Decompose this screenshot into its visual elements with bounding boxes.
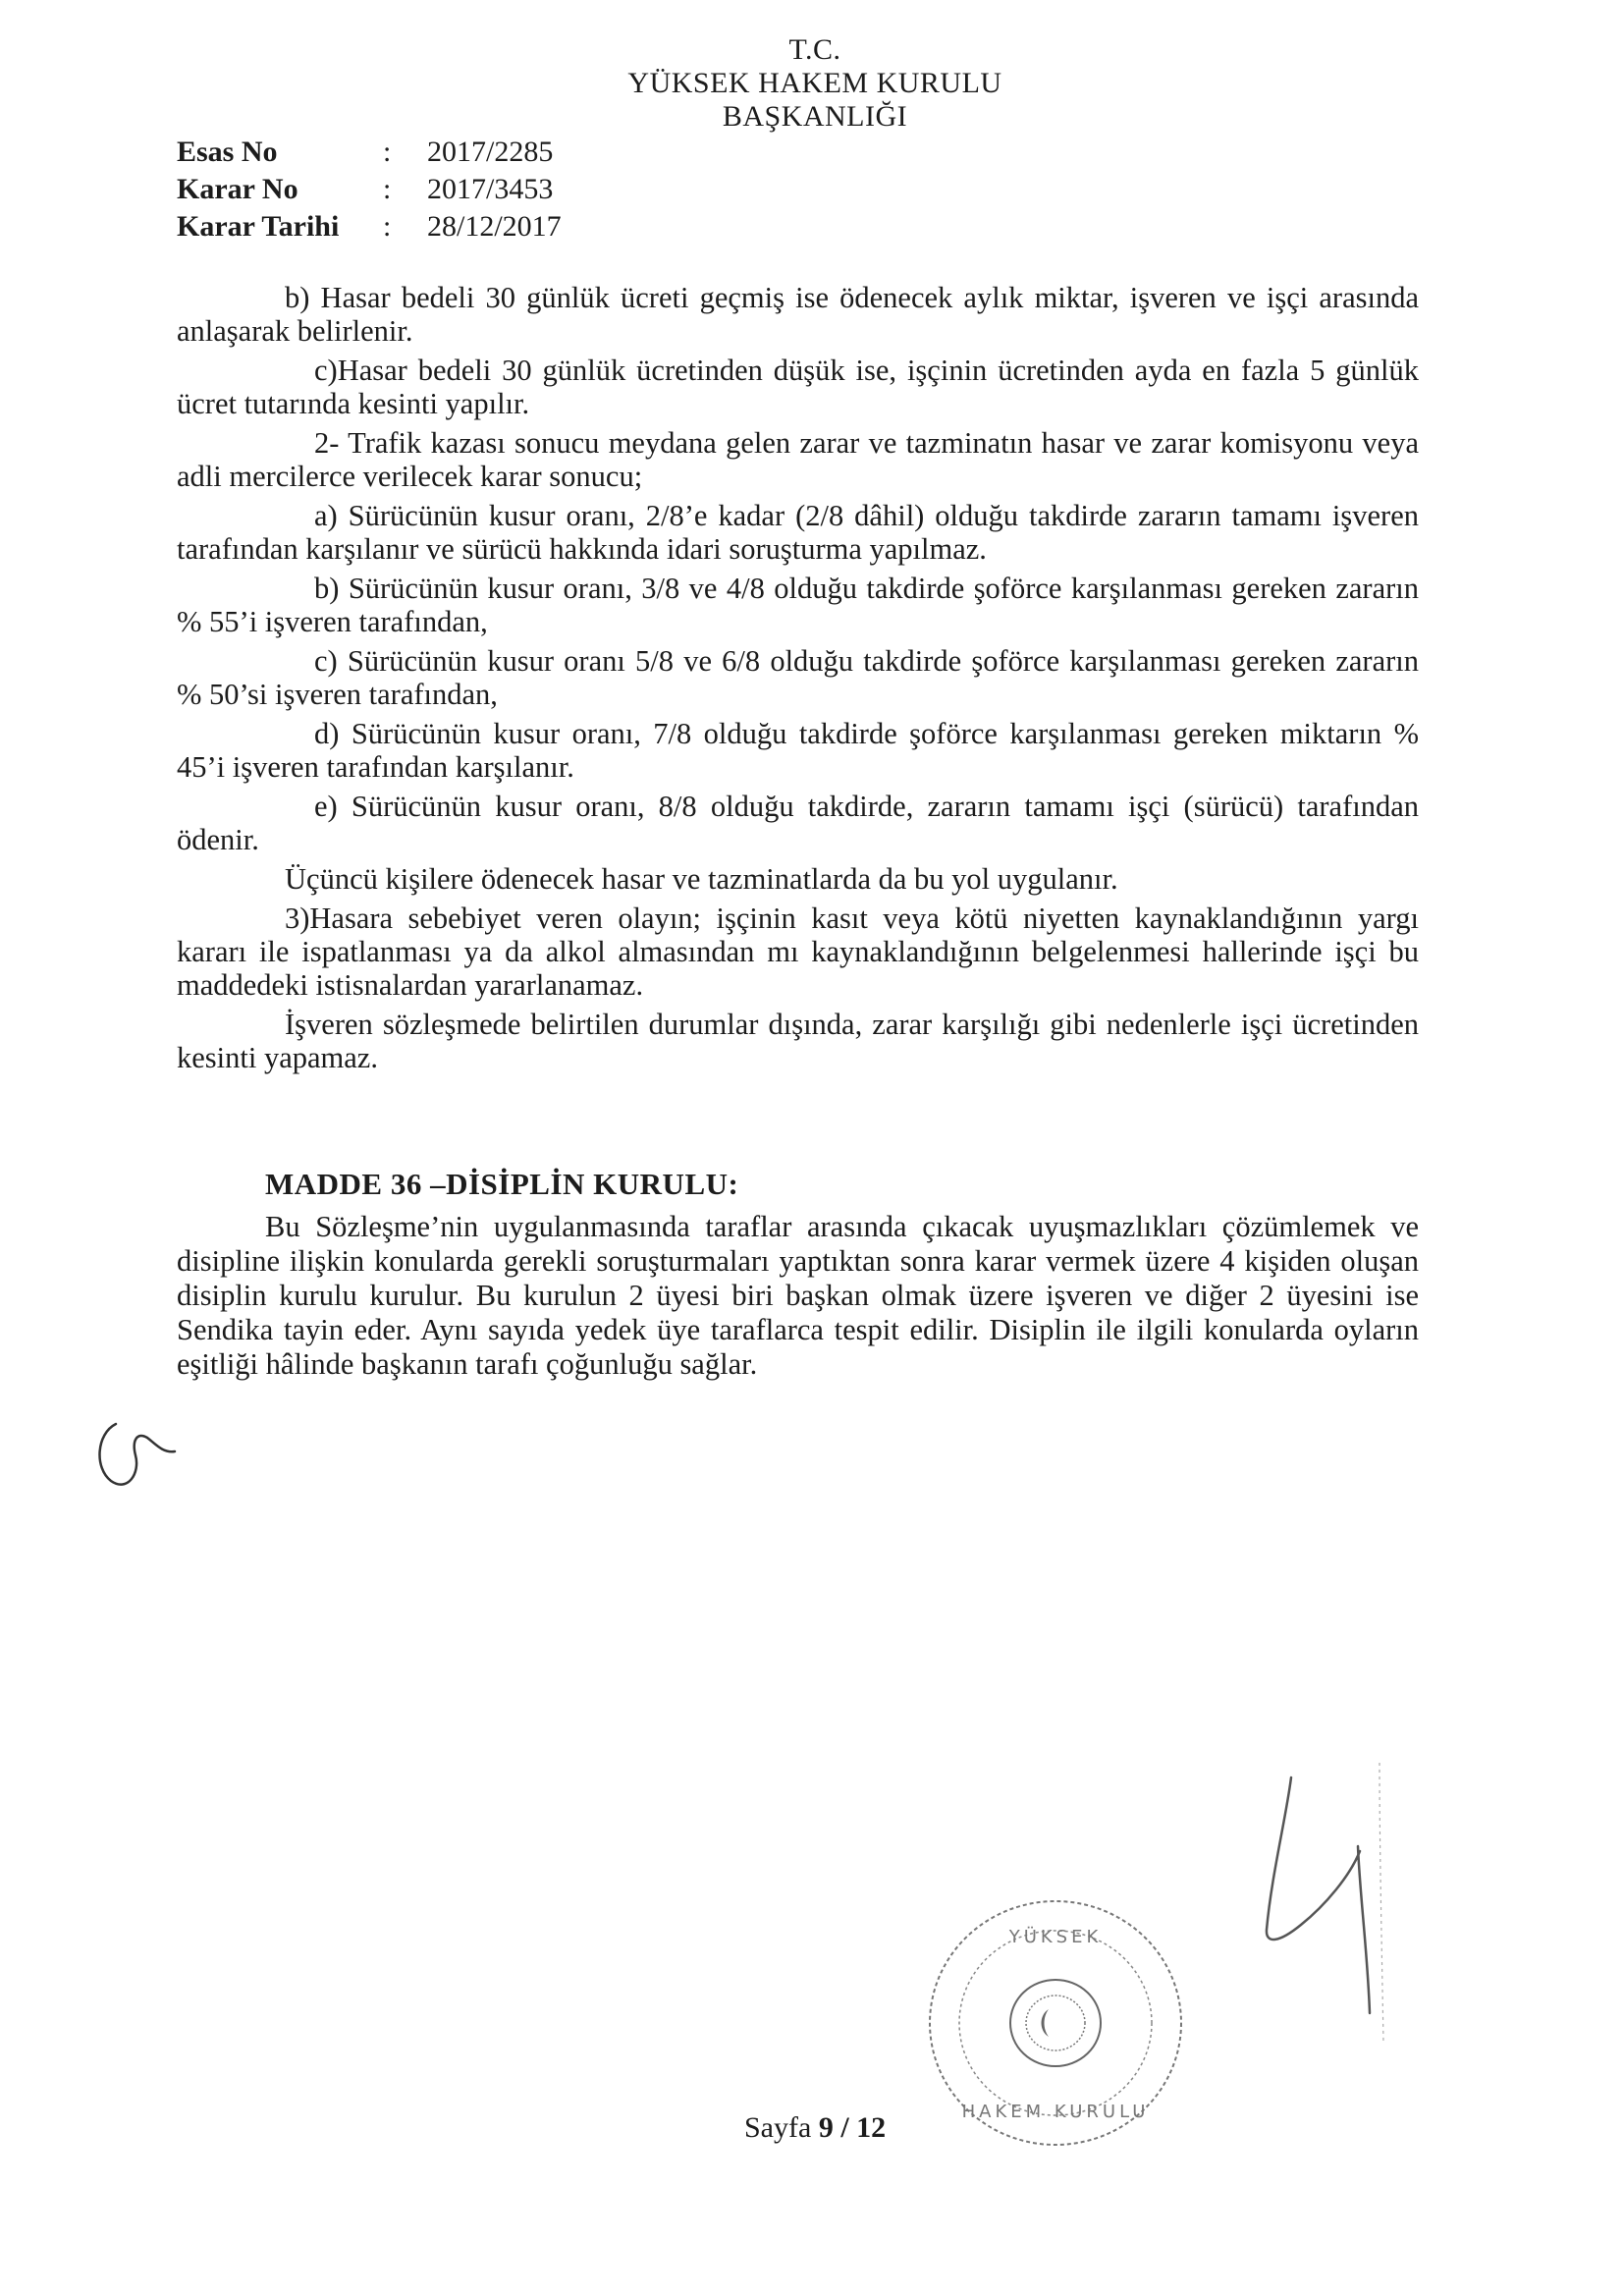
handwritten-mark-icon xyxy=(77,1394,194,1512)
official-stamp-icon xyxy=(913,1886,1198,2160)
page-number: 9 / 12 xyxy=(818,2111,887,2144)
madde-title: MADDE 36 –DİSİPLİN KURULU: xyxy=(265,1167,739,1201)
header-line-office: BAŞKANLIĞI xyxy=(722,100,908,133)
tarih-row xyxy=(177,208,562,246)
esas-separator: : xyxy=(383,136,392,168)
paragraph: d) Sürücünün kusur oranı, 7/8 olduğu takdirde şoförce karşılanması gereken miktarın % 45’i işveren tarafından karşılanır. xyxy=(177,717,1419,784)
tarih-value: 28/12/2017 xyxy=(427,210,562,243)
paragraph: 3)Hasara sebebiyet veren olayın; işçinin kasıt veya kötü niyetten kaynaklandığının yargı kararı ile ispatlanması ya da alkol almasından mı kaynaklandığının belgelenmesi hallerinde işçi bu maddedeki istisnalardan yararlanamaz. xyxy=(177,902,1419,1002)
paragraph: 2- Trafik kazası sonucu meydana gelen zarar ve tazminatın hasar ve zarar komisyonu veya adli mercilerce verilecek karar sonucu; xyxy=(177,426,1419,493)
header-line-institution: YÜKSEK HAKEM KURULU xyxy=(627,67,1002,99)
page-label: Sayfa xyxy=(744,2111,812,2144)
header-line-tc: T.C. xyxy=(788,33,841,66)
esas-row xyxy=(177,134,562,171)
paragraph: Üçüncü kişilere ödenecek hasar ve tazminatlarda da bu yol uygulanır. xyxy=(285,862,1118,896)
signature-icon xyxy=(1232,1758,1419,2052)
tarih-separator: : xyxy=(383,210,392,243)
paragraph: İşveren sözleşmede belirtilen durumlar dışında, zarar karşılığı gibi nedenlerle işçi ücretinden kesinti yapamaz. xyxy=(177,1008,1419,1074)
karar-value: 2017/3453 xyxy=(427,173,554,205)
karar-row xyxy=(177,171,562,208)
paragraph: c)Hasar bedeli 30 günlük ücretinden düşük ise, işçinin ücretinden ayda en fazla 5 günlük ücret tutarında kesinti yapılır. xyxy=(177,354,1419,420)
case-metadata xyxy=(177,134,562,246)
esas-value: 2017/2285 xyxy=(427,136,554,168)
tarih-label: Karar Tarihi xyxy=(177,210,340,243)
madde-body xyxy=(177,1210,1419,1382)
paragraph: e) Sürücünün kusur oranı, 8/8 olduğu takdirde, zararın tamamı işçi (sürücü) tarafından ödenir. xyxy=(177,790,1419,856)
paragraph: b) Hasar bedeli 30 günlük ücreti geçmiş ise ödenecek aylık miktar, işveren ve işçi arasında anlaşarak belirlenir. xyxy=(177,281,1419,348)
svg-text:YÜKSEK: YÜKSEK xyxy=(1008,1927,1103,1947)
paragraph: a) Sürücünün kusur oranı, 2/8’e kadar (2/8 dâhil) olduğu takdirde zararın tamamı işveren tarafından karşılanır ve sürücü hakkında idari soruşturma yapılmaz. xyxy=(177,499,1419,566)
madde-paragraph: Bu Sözleşme’nin uygulanmasında taraflar arasında çıkacak uyuşmazlıkları çözümlemek ve disipline ilişkin konularda gerekli soruşturmaları yaptıktan sonra karar vermek üzere 4 kişiden oluşan disiplin kurulu kurulur. Bu kurulun 2 üyesi biri başkan olmak üzere işveren ve diğer 2 üyesini ise Sendika tayin eder. Aynı sayıda yedek üye taraflarca tespit edilir. Disiplin ile ilgili konularda oyların eşitliği hâlinde başkanın tarafı çoğunluğu sağlar. xyxy=(177,1210,1419,1381)
paragraph: c) Sürücünün kusur oranı 5/8 ve 6/8 olduğu takdirde şoförce karşılanması gereken zararın % 50’si işveren tarafından, xyxy=(177,644,1419,711)
body-text xyxy=(177,281,1419,1080)
karar-separator: : xyxy=(383,173,392,205)
document-header xyxy=(550,33,1080,134)
esas-label: Esas No xyxy=(177,136,278,168)
paragraph: b) Sürücünün kusur oranı, 3/8 ve 4/8 olduğu takdirde şoförce karşılanması gereken zararın % 55’i işveren tarafından, xyxy=(177,572,1419,638)
page-footer xyxy=(744,2111,886,2145)
karar-label: Karar No xyxy=(177,173,298,205)
svg-text:HAKEM KURULU: HAKEM KURULU xyxy=(961,2102,1150,2122)
